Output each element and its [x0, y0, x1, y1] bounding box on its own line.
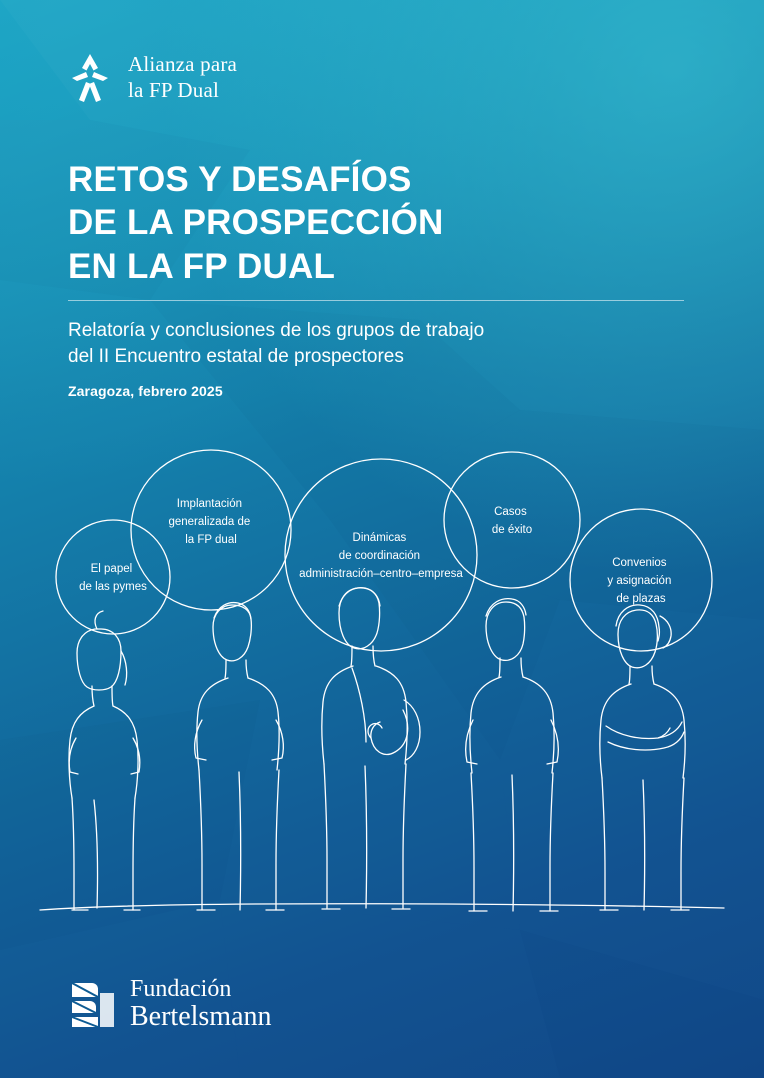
bubble-casos-exito — [444, 452, 580, 588]
bubble-implantacion — [131, 450, 291, 610]
brand-name — [128, 52, 237, 103]
footer-brand-line1: Fundación — [130, 975, 232, 1002]
bubble-casos-exito-label: Casos de éxito — [491, 506, 533, 536]
page-subtitle — [68, 318, 484, 370]
page-title-line3: EN LA FP DUAL — [68, 246, 336, 286]
page-subtitle-line1: Relatoría y conclusiones de los grupos de trabajo — [68, 320, 485, 341]
fundacion-bertelsmann-logo-icon — [70, 979, 116, 1029]
person-2 — [195, 603, 284, 910]
brand-name-line1: Alianza para — [128, 52, 238, 77]
footer-logo — [70, 977, 272, 1032]
bubble-implantacion-label: Implantación generalizada de la FP dual — [168, 498, 251, 546]
person-4 — [466, 599, 559, 911]
person-1 — [69, 611, 140, 910]
page-title — [68, 158, 443, 288]
bubble-pymes — [56, 520, 170, 634]
title-divider — [68, 300, 684, 301]
brand-name-line2: la FP Dual — [128, 78, 220, 102]
alianza-fp-dual-logo-icon — [68, 52, 112, 104]
bubble-pymes-label: El papel de las pymes — [79, 563, 147, 593]
page-title-line1: RETOS Y DESAFÍOS — [68, 160, 412, 199]
page-subtitle-line2: del II Encuentro estatal de prospectores — [68, 346, 404, 368]
bubble-convenios-label: Convenios y asignación de plazas — [607, 557, 672, 605]
bubble-dinamicas-label: Dinámicas de coordinación administración–centro–empresa — [299, 532, 463, 580]
page-title-line2: DE LA PROSPECCIÓN — [68, 203, 444, 243]
brand-logo — [68, 52, 237, 104]
place-and-date: Zaragoza, febrero 2025 — [68, 383, 223, 399]
cover-illustration — [0, 420, 764, 950]
person-3 — [322, 588, 420, 909]
footer-brand-line2: Bertelsmann — [130, 1001, 272, 1033]
footer-brand-name — [130, 977, 272, 1032]
